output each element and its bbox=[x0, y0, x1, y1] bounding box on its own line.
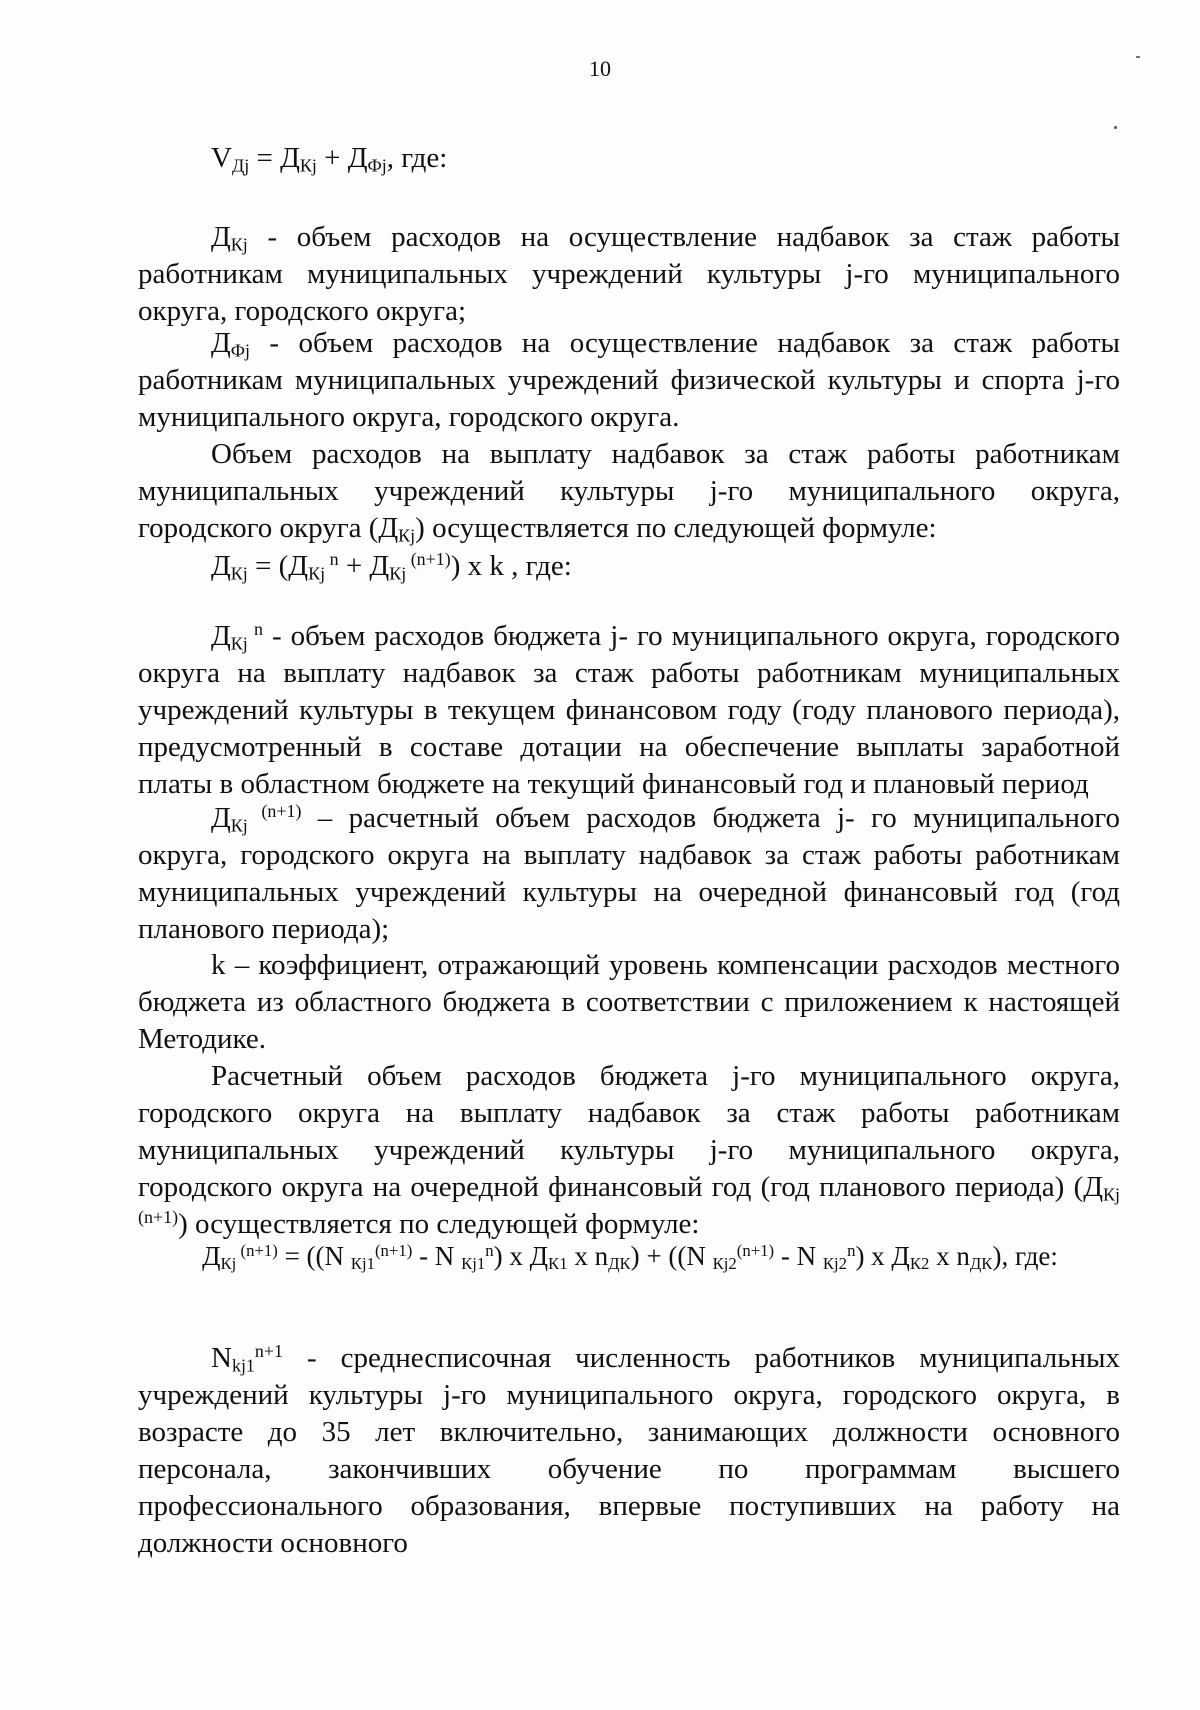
formula-dkj: $Д_{Кj} = (Д_{Кj}$ $^n + Д_{Кj}$ $^{(n+1)}$) x k , где: bbox=[211, 549, 572, 584]
definition-dkj-n: $Д_{Кj}$ $^n$ - объем расходов бюджета j- го муниципального округа, городского округа на выплату надбавок за стаж работы работникам муниципальных учреждений культуры в текущем финансовом году (году планового периода), предусмотренный в составе дотации на обеспечение выплаты заработной платы в областном бюджете на текущий финансовый год и плановый период bbox=[138, 619, 1120, 800]
paragraph-estimated-volume-intro: Расчетный объем расходов бюджета j-го муниципального округа, городского округа на выплату надбавок за стаж работы работникам муниципальных учреждений культуры j-го муниципального округа, городского округа на очередной финансовый год (год планового периода) ($Д_{Кj}$ $^{(n+1)}$) осуществляется по следующей формуле: bbox=[138, 1060, 1120, 1240]
formula-dkj-n1: $Д_{Кj}$ $^{(n+1)}$ = ((N $_{Кj1}^{(n+1)}$ - N $_{Кj1}^n$) x $Д_{К1}$ x $n_{ДК}) + ((N$ $_{Кj2}^{(n+1)}$ - N $_{Кj2}^n$) x $Д_{К2}$ x $n_{ДК}$), где: bbox=[202, 1240, 1058, 1274]
definition-dkj: $Д_{Кj}$ - объем расходов на осуществление надбавок за стаж работы работникам муниципальных учреждений культуры j-го муниципального округа, городского округа; bbox=[138, 221, 1120, 327]
formula-v: $V_{Дj} = Д_{Кj} + Д_{Фj}$, где: bbox=[211, 142, 448, 176]
definition-dfj: $Д_{Фj}$ - объем расходов на осуществление надбавок за стаж работы работникам муниципальных учреждений физической культуры и спорта j-го муниципального округа, городского округа. bbox=[138, 327, 1120, 433]
definition-dkj-n1: $Д_{Кj}$ $^{(n+1)}$ – расчетный объем расходов бюджета j- го муниципального округа, городского округа на выплату надбавок за стаж работы работникам муниципальных учреждений культуры на очередной финансовый год (год планового периода); bbox=[138, 801, 1121, 945]
page-number: 10 bbox=[589, 56, 611, 81]
scan-speck bbox=[1136, 56, 1140, 58]
scan-speck bbox=[1114, 126, 1117, 129]
definition-k: k – коэффициент, отражающий уровень компенсации расходов местного бюджета из областного бюджета в соответствии с приложением к настоящей Методике. bbox=[138, 949, 1120, 1055]
definition-nkj1: $N_{kj1}^{n+1}$ - среднесписочная численность работников муниципальных учреждений культуры j-го муниципального округа, городского округа, в возрасте до 35 лет включительно, занимающих должности основного персонала, закончивших обучение по программам высшего профессионального образования, впервые поступивших на работу на должности основного bbox=[138, 1341, 1120, 1559]
paragraph-volume-formula-intro: Объем расходов на выплату надбавок за стаж работы работникам муниципальных учреждений культуры j-го муниципального округа, городского округа $(Д_{Кj})$ осуществляется по следующей формуле: bbox=[138, 438, 1120, 546]
